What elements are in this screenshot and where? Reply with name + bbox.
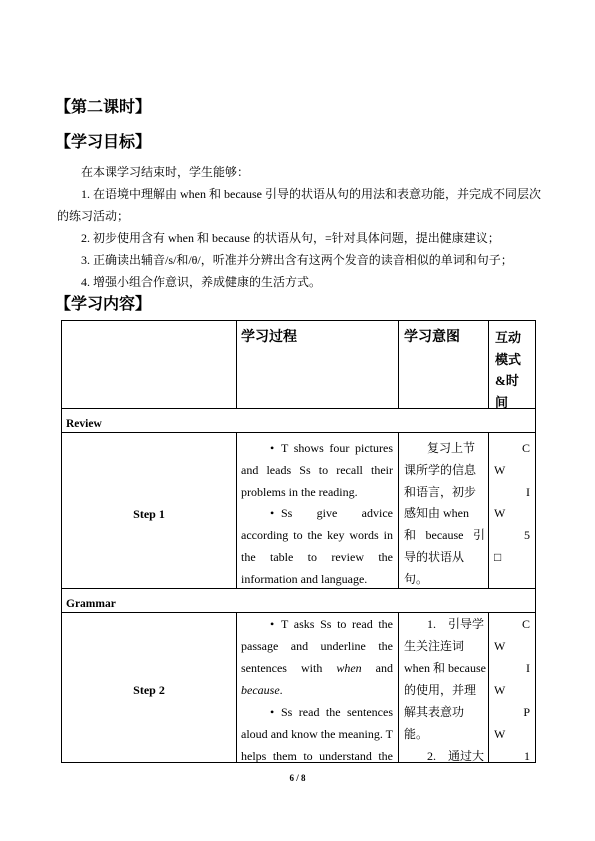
- bullet-marker: •: [270, 617, 275, 631]
- keyword-because: because: [241, 683, 280, 697]
- process-line: aloud and know the meaning. T: [241, 727, 393, 741]
- keyword-when: when: [336, 661, 362, 675]
- section-heading-lesson: 【第二课时】: [55, 99, 152, 116]
- bullet-marker: •: [270, 441, 275, 455]
- intent-line: 1. 引导学: [427, 617, 485, 631]
- mode-line: W: [494, 462, 506, 477]
- header-intent-cell: [399, 321, 489, 409]
- process-line: and leads Ss to recall their: [241, 462, 393, 477]
- header-mode-line: &时: [495, 373, 519, 389]
- step-label: Step 1: [133, 507, 165, 521]
- process-line: according to the key words in: [241, 528, 393, 543]
- step2-mode-cell: [489, 613, 536, 763]
- mode-line: C: [521, 441, 530, 455]
- mode-line: C: [521, 617, 530, 631]
- mode-line: W: [494, 683, 506, 697]
- objective-item-4: 4. 增强小组合作意识，养成健康的生活方式。: [81, 275, 322, 289]
- mode-line: W: [494, 639, 506, 653]
- section-title: Grammar: [66, 598, 116, 610]
- mode-line: □: [494, 549, 502, 564]
- header-mode-line: 间: [495, 395, 509, 411]
- step2-intent-cell: [399, 613, 489, 763]
- bullet-marker: •: [270, 705, 275, 719]
- header-intent: 学习意图: [404, 330, 460, 345]
- step-label: Step 2: [133, 683, 165, 697]
- mode-line: W: [494, 506, 506, 521]
- mode-line: 5: [524, 528, 530, 543]
- intent-line: 句。: [404, 571, 429, 586]
- page-number: 6 / 8: [289, 773, 306, 783]
- process-line: helps them to understand the: [241, 749, 393, 763]
- process-line: problems in the reading.: [241, 484, 358, 499]
- step1-intent-cell: [399, 433, 489, 589]
- process-line: [241, 503, 393, 525]
- header-process-cell: [237, 321, 399, 409]
- objectives-intro: 在本课学习结束时，学生能够：: [81, 165, 250, 179]
- intent-line: 感知由 when: [404, 506, 469, 521]
- intent-line: 课所学的信息: [404, 462, 477, 477]
- process-line-text: and: [361, 661, 394, 675]
- process-line: [241, 438, 393, 460]
- mode-line: P: [523, 705, 530, 719]
- header-process: 学习过程: [241, 330, 297, 345]
- step1-process-cell: [237, 433, 399, 589]
- intent-line: 2. 通过大: [427, 749, 485, 763]
- process-line-text: sentences with: [241, 661, 337, 675]
- header-mode-cell: [489, 321, 536, 409]
- intent-line: 能。: [404, 727, 429, 741]
- process-line: information and language.: [241, 571, 368, 586]
- header-mode-line: 互动: [495, 330, 522, 345]
- header-blank-cell: [62, 321, 237, 409]
- intent-line: 和 because 引: [404, 528, 485, 543]
- process-line: [241, 613, 393, 635]
- intent-line: 的使用，并理: [404, 683, 477, 697]
- mode-line: I: [526, 661, 530, 675]
- mode-line: W: [494, 727, 506, 741]
- process-line: [241, 679, 393, 701]
- intent-line: 和语言，初步: [404, 484, 477, 499]
- section-row-grammar: [62, 589, 536, 613]
- process-line: the table to review the: [241, 549, 393, 564]
- intent-line: 生关注连词: [404, 639, 465, 653]
- intent-line: when 和 because: [404, 661, 486, 675]
- process-line: [241, 657, 393, 679]
- objective-item-2: 2. 初步使用含有 when 和 because 的状语从句，=针对具体问题，提出健康建议；: [81, 231, 500, 245]
- intent-line: 复习上节: [427, 441, 476, 455]
- objective-item-3: 3. 正确读出辅音/s/和/θ/，听准并分辨出含有这两个发音的读音相似的单词和句子；: [81, 253, 513, 267]
- mode-line: 1: [524, 749, 530, 763]
- process-line-text: .: [279, 683, 283, 697]
- step2-label-cell: [62, 613, 237, 763]
- step1-mode-cell: [489, 433, 536, 589]
- objective-item-1: 1. 在语境中理解由 when 和 because 引导的状语从句的用法和表意功能，并完成不同层次: [81, 187, 541, 201]
- process-line-text: Ss read the sentences: [281, 705, 393, 719]
- step2-process-cell: [237, 613, 399, 763]
- section-title: Review: [66, 418, 102, 430]
- process-line: [241, 701, 393, 723]
- lesson-content-table: [61, 320, 536, 763]
- header-mode-line: 模式: [495, 351, 522, 367]
- step1-label-cell: [62, 433, 237, 589]
- section-heading-objectives: 【学习目标】: [55, 134, 152, 151]
- process-line: passage and underline the: [241, 639, 393, 653]
- process-line-text: T shows four pictures: [281, 441, 393, 455]
- bullet-marker: •: [270, 506, 275, 521]
- process-line-text: Ss give advice: [281, 506, 393, 521]
- section-row-review: [62, 409, 536, 433]
- process-line-text: T asks Ss to read the: [281, 617, 393, 631]
- intent-line: 导的状语从: [404, 549, 465, 564]
- objective-item-1-continued: 的练习活动；: [57, 209, 130, 223]
- intent-line: 解其表意功: [404, 705, 465, 719]
- mode-line: I: [526, 484, 530, 499]
- section-heading-content: 【学习内容】: [55, 296, 152, 313]
